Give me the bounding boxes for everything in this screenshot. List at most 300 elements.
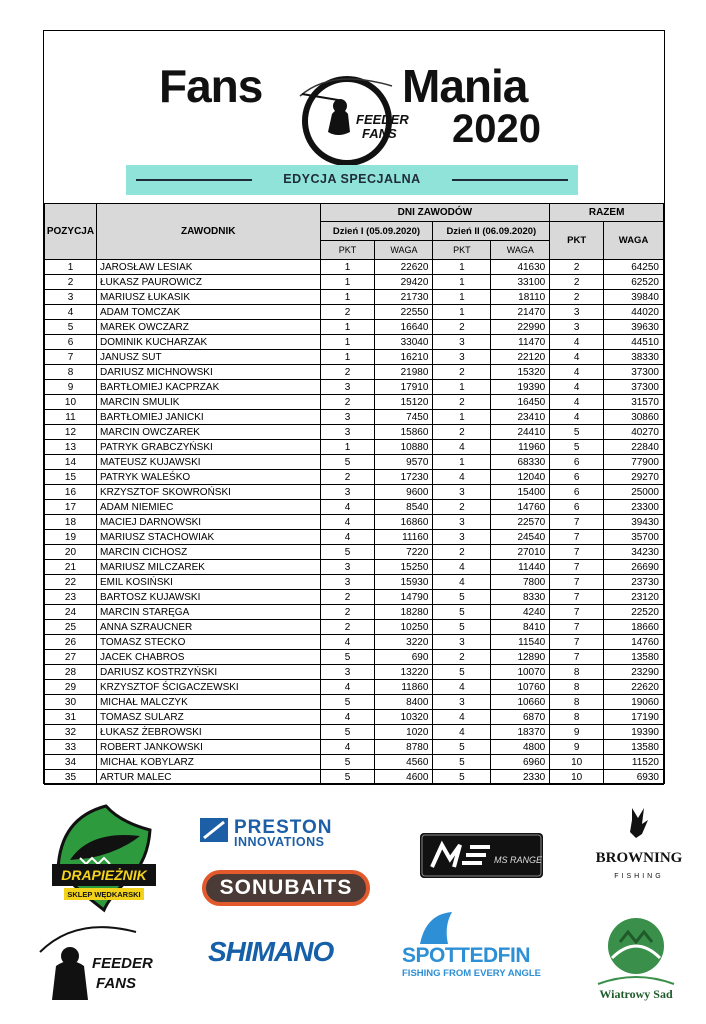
table-row: [45, 605, 664, 620]
cell-day2-pkt: 5: [433, 740, 491, 755]
cell-competitor: DARIUSZ MICHNOWSKI: [96, 365, 320, 380]
cell-day1-pkt: 4: [320, 680, 375, 695]
cell-competitor: JANUSZ SUT: [96, 350, 320, 365]
cell-day1-pkt: 1: [320, 350, 375, 365]
cell-total-pkt: 10: [550, 755, 604, 770]
cell-competitor: MARIUSZ STACHOWIAK: [96, 530, 320, 545]
cell-day1-pkt: 5: [320, 725, 375, 740]
cell-total-pkt: 8: [550, 695, 604, 710]
cell-day2-waga: 24540: [491, 530, 550, 545]
cell-day1-waga: 18280: [375, 605, 433, 620]
feeder-fans-emblem-icon: [292, 66, 409, 176]
cell-day1-pkt: 1: [320, 335, 375, 350]
cell-day2-waga: 8330: [491, 590, 550, 605]
preston-sub: INNOVATIONS: [234, 835, 325, 849]
cell-day2-pkt: 1: [433, 260, 491, 275]
table-row: [45, 470, 664, 485]
cell-day2-pkt: 5: [433, 665, 491, 680]
cell-total-waga: 44510: [604, 335, 664, 350]
cell-total-pkt: 8: [550, 665, 604, 680]
cell-day1-pkt: 5: [320, 545, 375, 560]
cell-total-pkt: 10: [550, 770, 604, 785]
cell-day2-pkt: 5: [433, 605, 491, 620]
brand-word-left: Fans: [159, 60, 263, 112]
cell-total-pkt: 4: [550, 365, 604, 380]
cell-competitor: MACIEJ DARNOWSKI: [96, 515, 320, 530]
cell-day1-pkt: 3: [320, 380, 375, 395]
header-day2-waga: WAGA: [491, 241, 550, 260]
cell-competitor: DARIUSZ KOSTRZYŃSKI: [96, 665, 320, 680]
cell-day2-waga: 22570: [491, 515, 550, 530]
cell-day1-pkt: 5: [320, 650, 375, 665]
header-total-group: RAZEM: [550, 204, 664, 222]
cell-total-pkt: 4: [550, 380, 604, 395]
cell-day2-waga: 10760: [491, 680, 550, 695]
cell-day1-waga: 33040: [375, 335, 433, 350]
cell-competitor: MAREK OWCZARZ: [96, 320, 320, 335]
cell-total-pkt: 8: [550, 710, 604, 725]
cell-competitor: PATRYK GRABCZYŃSKI: [96, 440, 320, 455]
cell-total-pkt: 7: [550, 605, 604, 620]
cell-day2-waga: 2330: [491, 770, 550, 785]
cell-total-waga: 11520: [604, 755, 664, 770]
header-day2: Dzień II (06.09.2020): [433, 222, 550, 241]
cell-day2-pkt: 4: [433, 680, 491, 695]
cell-total-waga: 23730: [604, 575, 664, 590]
cell-total-waga: 6930: [604, 770, 664, 785]
cell-total-pkt: 3: [550, 305, 604, 320]
table-row: [45, 770, 664, 785]
cell-total-pkt: 9: [550, 725, 604, 740]
cell-position: 22: [45, 575, 97, 590]
cell-day1-waga: 4560: [375, 755, 433, 770]
cell-day1-waga: 8400: [375, 695, 433, 710]
spottedfin-logo: [400, 908, 572, 980]
cell-day2-waga: 8410: [491, 620, 550, 635]
cell-day1-waga: 10250: [375, 620, 433, 635]
cell-day2-waga: 11540: [491, 635, 550, 650]
cell-total-pkt: 6: [550, 455, 604, 470]
table-row: [45, 440, 664, 455]
cell-position: 30: [45, 695, 97, 710]
cell-total-pkt: 2: [550, 290, 604, 305]
brand-year: 2020: [452, 107, 541, 151]
cell-position: 3: [45, 290, 97, 305]
cell-total-pkt: 7: [550, 545, 604, 560]
cell-position: 8: [45, 365, 97, 380]
cell-competitor: KRZYSZTOF SKOWROŃSKI: [96, 485, 320, 500]
cell-position: 34: [45, 755, 97, 770]
cell-total-waga: 39430: [604, 515, 664, 530]
cell-total-waga: 23290: [604, 665, 664, 680]
cell-day1-pkt: 2: [320, 470, 375, 485]
cell-position: 26: [45, 635, 97, 650]
cell-day2-pkt: 2: [433, 425, 491, 440]
cell-day1-waga: 21980: [375, 365, 433, 380]
cell-day1-waga: 9600: [375, 485, 433, 500]
cell-position: 19: [45, 530, 97, 545]
cell-position: 29: [45, 680, 97, 695]
cell-day2-pkt: 3: [433, 335, 491, 350]
sonubaits-logo: SONUBAITS: [202, 870, 370, 906]
table-row: [45, 545, 664, 560]
cell-day1-pkt: 4: [320, 515, 375, 530]
cell-day1-waga: 22550: [375, 305, 433, 320]
table-row: [45, 365, 664, 380]
cell-position: 11: [45, 410, 97, 425]
spottedfin-word: SPOTTEDFIN: [402, 944, 531, 967]
cell-position: 5: [45, 320, 97, 335]
cell-position: 16: [45, 485, 97, 500]
cell-day2-pkt: 3: [433, 530, 491, 545]
table-row: [45, 665, 664, 680]
cell-day2-pkt: 2: [433, 365, 491, 380]
table-row: [45, 515, 664, 530]
cell-competitor: MARIUSZ ŁUKASIK: [96, 290, 320, 305]
header-total-pkt: PKT: [550, 222, 604, 260]
cell-day1-waga: 14790: [375, 590, 433, 605]
table-row: [45, 575, 664, 590]
edition-rule-right: [452, 179, 568, 181]
cell-competitor: MICHAŁ KOBYLARZ: [96, 755, 320, 770]
cell-total-pkt: 6: [550, 500, 604, 515]
cell-day2-pkt: 5: [433, 590, 491, 605]
cell-day1-waga: 8780: [375, 740, 433, 755]
preston-logo: [200, 816, 368, 848]
cell-day1-waga: 16210: [375, 350, 433, 365]
table-row: [45, 485, 664, 500]
table-row: [45, 710, 664, 725]
cell-day2-pkt: 4: [433, 710, 491, 725]
table-row: [45, 695, 664, 710]
cell-day2-pkt: 4: [433, 560, 491, 575]
cell-competitor: ŁUKASZ PAUROWICZ: [96, 275, 320, 290]
cell-day2-waga: 15400: [491, 485, 550, 500]
cell-total-pkt: 6: [550, 485, 604, 500]
cell-day1-waga: 17910: [375, 380, 433, 395]
cell-day1-waga: 7220: [375, 545, 433, 560]
cell-total-waga: 64250: [604, 260, 664, 275]
cell-day2-waga: 33100: [491, 275, 550, 290]
cell-position: 32: [45, 725, 97, 740]
cell-day2-waga: 7800: [491, 575, 550, 590]
event-header: [44, 31, 664, 203]
cell-competitor: DOMINIK KUCHARZAK: [96, 335, 320, 350]
cell-competitor: MICHAŁ MALCZYK: [96, 695, 320, 710]
cell-total-waga: 77900: [604, 455, 664, 470]
cell-day1-waga: 15120: [375, 395, 433, 410]
table-row: [45, 395, 664, 410]
cell-day2-pkt: 5: [433, 755, 491, 770]
cell-total-pkt: 7: [550, 650, 604, 665]
cell-total-waga: 37300: [604, 380, 664, 395]
cell-competitor: MARCIN OWCZAREK: [96, 425, 320, 440]
cell-competitor: MARCIN CICHOSZ: [96, 545, 320, 560]
cell-day2-pkt: 5: [433, 620, 491, 635]
cell-position: 14: [45, 455, 97, 470]
drapieznik-tag: SKLEP WĘDKARSKI: [67, 890, 141, 899]
cell-position: 33: [45, 740, 97, 755]
cell-day2-waga: 24410: [491, 425, 550, 440]
cell-day2-waga: 27010: [491, 545, 550, 560]
cell-competitor: PATRYK WALEŚKO: [96, 470, 320, 485]
cell-total-waga: 62520: [604, 275, 664, 290]
cell-day2-waga: 4800: [491, 740, 550, 755]
cell-competitor: TOMASZ STECKO: [96, 635, 320, 650]
cell-day2-pkt: 1: [433, 305, 491, 320]
cell-day2-waga: 4240: [491, 605, 550, 620]
cell-day1-waga: 3220: [375, 635, 433, 650]
cell-position: 18: [45, 515, 97, 530]
cell-day1-pkt: 4: [320, 710, 375, 725]
table-row: [45, 260, 664, 275]
cell-position: 1: [45, 260, 97, 275]
cell-day1-waga: 13220: [375, 665, 433, 680]
cell-day1-waga: 1020: [375, 725, 433, 740]
cell-total-pkt: 7: [550, 620, 604, 635]
table-row: [45, 740, 664, 755]
cell-day1-pkt: 2: [320, 605, 375, 620]
cell-competitor: ARTUR MALEC: [96, 770, 320, 785]
cell-total-waga: 19060: [604, 695, 664, 710]
wiatrowy-sad-logo: [590, 914, 682, 1004]
cell-total-waga: 18660: [604, 620, 664, 635]
cell-day1-waga: 29420: [375, 275, 433, 290]
cell-position: 15: [45, 470, 97, 485]
cell-day2-waga: 12890: [491, 650, 550, 665]
cell-total-waga: 13580: [604, 650, 664, 665]
cell-position: 21: [45, 560, 97, 575]
cell-position: 9: [45, 380, 97, 395]
cell-day1-waga: 17230: [375, 470, 433, 485]
cell-day1-waga: 15250: [375, 560, 433, 575]
cell-total-waga: 44020: [604, 305, 664, 320]
cell-competitor: BARTŁOMIEJ KACPRZAK: [96, 380, 320, 395]
cell-total-waga: 19390: [604, 725, 664, 740]
cell-position: 27: [45, 650, 97, 665]
cell-day2-waga: 18110: [491, 290, 550, 305]
table-header: [45, 204, 664, 260]
cell-day1-pkt: 4: [320, 530, 375, 545]
cell-day2-waga: 68330: [491, 455, 550, 470]
table-body: [45, 260, 664, 785]
cell-day2-waga: 22990: [491, 320, 550, 335]
cell-day1-pkt: 3: [320, 560, 375, 575]
table-row: [45, 755, 664, 770]
table-row: [45, 455, 664, 470]
cell-day1-pkt: 1: [320, 320, 375, 335]
cell-day1-pkt: 3: [320, 485, 375, 500]
cell-total-waga: 22520: [604, 605, 664, 620]
cell-day2-pkt: 3: [433, 515, 491, 530]
wiatrowy-word: Wiatrowy Sad: [599, 987, 673, 1001]
results-table: [44, 203, 664, 785]
cell-total-waga: 22840: [604, 440, 664, 455]
cell-position: 6: [45, 335, 97, 350]
edition-label: EDYCJA SPECJALNA: [283, 172, 421, 186]
preston-word: PRESTON: [234, 817, 333, 838]
cell-day1-pkt: 3: [320, 665, 375, 680]
cell-day1-pkt: 4: [320, 635, 375, 650]
cell-total-pkt: 2: [550, 275, 604, 290]
cell-day1-pkt: 1: [320, 290, 375, 305]
cell-day2-waga: 6960: [491, 755, 550, 770]
table-row: [45, 725, 664, 740]
cell-position: 2: [45, 275, 97, 290]
cell-day2-waga: 14760: [491, 500, 550, 515]
cell-total-pkt: 7: [550, 530, 604, 545]
cell-total-waga: 14760: [604, 635, 664, 650]
emblem-text-bottom: FANS: [362, 126, 397, 141]
ms-range-text: MS RANGE: [494, 855, 543, 865]
cell-day1-pkt: 4: [320, 500, 375, 515]
cell-total-waga: 40270: [604, 425, 664, 440]
header-position: POZYCJA: [45, 204, 97, 260]
feeder-fans-logo: [36, 922, 153, 1004]
cell-day2-waga: 23410: [491, 410, 550, 425]
shimano-logo: SHIMANO: [208, 936, 334, 967]
cell-day1-waga: 22620: [375, 260, 433, 275]
cell-position: 35: [45, 770, 97, 785]
cell-total-waga: 23120: [604, 590, 664, 605]
table-row: [45, 275, 664, 290]
cell-competitor: ŁUKASZ ŻEBROWSKI: [96, 725, 320, 740]
cell-day2-waga: 11440: [491, 560, 550, 575]
table-row: [45, 590, 664, 605]
cell-total-pkt: 4: [550, 350, 604, 365]
brand-word-right: Mania: [402, 60, 528, 112]
cell-position: 13: [45, 440, 97, 455]
cell-day2-waga: 15320: [491, 365, 550, 380]
cell-day1-pkt: 3: [320, 410, 375, 425]
cell-day2-pkt: 4: [433, 440, 491, 455]
header-day1: Dzień I (05.09.2020): [320, 222, 433, 241]
cell-day2-pkt: 4: [433, 470, 491, 485]
cell-total-waga: 38330: [604, 350, 664, 365]
cell-day1-pkt: 5: [320, 455, 375, 470]
table-row: [45, 635, 664, 650]
cell-day1-pkt: 5: [320, 770, 375, 785]
cell-position: 23: [45, 590, 97, 605]
cell-competitor: ADAM NIEMIEC: [96, 500, 320, 515]
cell-day1-waga: 21730: [375, 290, 433, 305]
cell-total-pkt: 5: [550, 425, 604, 440]
drapieznik-logo: [50, 800, 158, 912]
table-row: [45, 320, 664, 335]
cell-day2-waga: 18370: [491, 725, 550, 740]
cell-competitor: BARTOSZ KUJAWSKI: [96, 590, 320, 605]
cell-competitor: KRZYSZTOF ŚCIGACZEWSKI: [96, 680, 320, 695]
cell-competitor: ROBERT JANKOWSKI: [96, 740, 320, 755]
cell-day2-pkt: 2: [433, 500, 491, 515]
table-row: [45, 620, 664, 635]
spottedfin-tag: FISHING FROM EVERY ANGLE: [402, 968, 541, 979]
results-sheet: [43, 30, 665, 784]
emblem-text-top: FEEDER: [356, 112, 409, 127]
cell-day2-pkt: 4: [433, 575, 491, 590]
table-row: [45, 290, 664, 305]
cell-total-pkt: 5: [550, 440, 604, 455]
cell-total-pkt: 7: [550, 575, 604, 590]
browning-tag: FISHING: [614, 873, 664, 880]
cell-total-waga: 34230: [604, 545, 664, 560]
cell-day2-pkt: 1: [433, 410, 491, 425]
cell-total-waga: 39840: [604, 290, 664, 305]
cell-day2-waga: 16450: [491, 395, 550, 410]
drapieznik-name: DRAPIEŻNIK: [61, 867, 147, 883]
cell-day2-pkt: 5: [433, 770, 491, 785]
cell-total-waga: 39630: [604, 320, 664, 335]
cell-total-waga: 31570: [604, 395, 664, 410]
cell-day2-waga: 19390: [491, 380, 550, 395]
cell-day1-waga: 4600: [375, 770, 433, 785]
cell-position: 17: [45, 500, 97, 515]
browning-logo: [586, 804, 692, 886]
cell-day1-pkt: 3: [320, 575, 375, 590]
cell-total-pkt: 8: [550, 680, 604, 695]
cell-position: 31: [45, 710, 97, 725]
table-row: [45, 305, 664, 320]
cell-day1-pkt: 5: [320, 695, 375, 710]
cell-day1-waga: 15930: [375, 575, 433, 590]
cell-day1-pkt: 1: [320, 440, 375, 455]
cell-day1-waga: 8540: [375, 500, 433, 515]
cell-competitor: BARTŁOMIEJ JANICKI: [96, 410, 320, 425]
cell-position: 28: [45, 665, 97, 680]
cell-competitor: TOMASZ SULARZ: [96, 710, 320, 725]
feeder-word: FEEDER: [92, 955, 153, 972]
cell-day1-pkt: 4: [320, 740, 375, 755]
cell-day1-waga: 690: [375, 650, 433, 665]
cell-day2-pkt: 1: [433, 380, 491, 395]
header-day2-pkt: PKT: [433, 241, 491, 260]
table-row: [45, 560, 664, 575]
cell-day2-waga: 11960: [491, 440, 550, 455]
table-row: [45, 680, 664, 695]
cell-day1-pkt: 2: [320, 395, 375, 410]
cell-day2-pkt: 3: [433, 350, 491, 365]
cell-day2-pkt: 4: [433, 725, 491, 740]
cell-day1-pkt: 5: [320, 755, 375, 770]
buckmark-icon: [630, 808, 648, 838]
cell-total-pkt: 4: [550, 410, 604, 425]
cell-total-pkt: 3: [550, 320, 604, 335]
cell-day1-waga: 7450: [375, 410, 433, 425]
table-row: [45, 500, 664, 515]
cell-position: 25: [45, 620, 97, 635]
table-row: [45, 350, 664, 365]
cell-day2-waga: 10660: [491, 695, 550, 710]
cell-day2-pkt: 2: [433, 395, 491, 410]
header-competitor: ZAWODNIK: [96, 204, 320, 260]
cell-competitor: ADAM TOMCZAK: [96, 305, 320, 320]
cell-day2-pkt: 2: [433, 650, 491, 665]
cell-day2-waga: 22120: [491, 350, 550, 365]
cell-day2-waga: 6870: [491, 710, 550, 725]
cell-total-pkt: 2: [550, 260, 604, 275]
cell-competitor: EMIL KOSIŃSKI: [96, 575, 320, 590]
cell-total-waga: 29270: [604, 470, 664, 485]
cell-competitor: MARCIN STARĘGA: [96, 605, 320, 620]
fans-word: FANS: [96, 975, 137, 992]
cell-position: 24: [45, 605, 97, 620]
cell-total-pkt: 4: [550, 335, 604, 350]
cell-total-waga: 23300: [604, 500, 664, 515]
cell-day1-waga: 11860: [375, 680, 433, 695]
cell-day2-waga: 11470: [491, 335, 550, 350]
cell-total-pkt: 7: [550, 635, 604, 650]
cell-day1-waga: 10880: [375, 440, 433, 455]
